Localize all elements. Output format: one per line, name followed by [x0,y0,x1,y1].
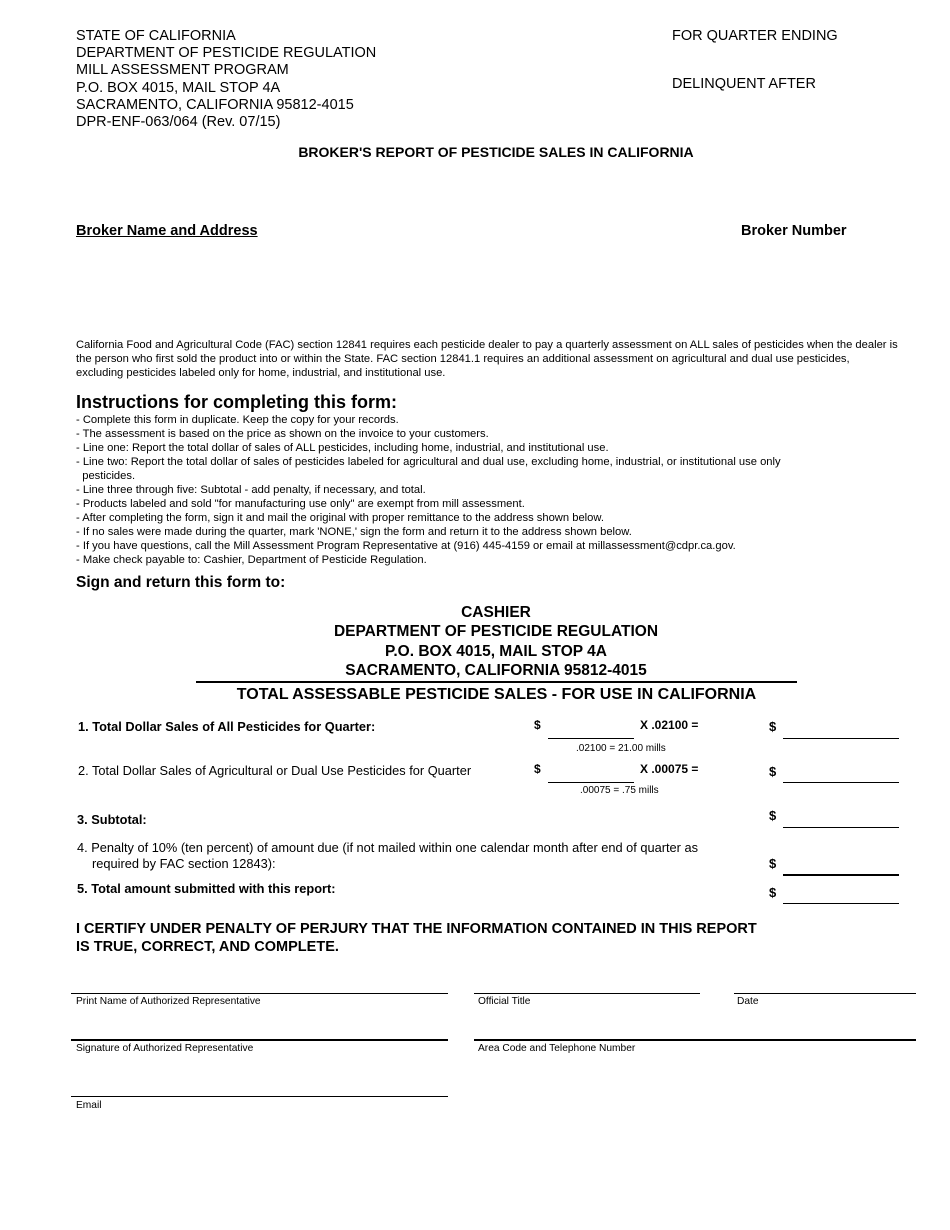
phone-field[interactable] [474,1039,916,1041]
agency-line: SACRAMENTO, CALIFORNIA 95812-4015 [76,96,354,113]
instructions-list [76,413,781,567]
cashier-address-line: DEPARTMENT OF PESTICIDE REGULATION [333,623,659,641]
agency-line: DEPARTMENT OF PESTICIDE REGULATION [76,45,377,62]
line5-label: 5. Total amount submitted with this report: [77,881,336,896]
email-label: Email [76,1100,102,1111]
agency-line: MILL ASSESSMENT PROGRAM [76,62,289,79]
instruction-item: pesticides. [76,470,136,482]
official-title-label: Official Title [478,996,531,1007]
instruction-item: - Products labeled and sold "for manufacturing use only" are exempt from mill assessment. [76,498,525,510]
line1-rate-note: .02100 = 21.00 mills [576,743,666,754]
instruction-item: - After completing the form, sign it and mail the original with proper remittance to the address shown below. [76,512,604,524]
sales-heading: TOTAL ASSESSABLE PESTICIDE SALES - FOR USE IN CALIFORNIA [236,686,757,703]
instructions-heading: Instructions for completing this form: [76,392,398,412]
cashier-address-line: P.O. BOX 4015, MAIL STOP 4A [385,642,607,660]
line1-result-dollar: $ [769,719,777,734]
certification-line: IS TRUE, CORRECT, AND COMPLETE. [76,938,339,955]
instruction-item: - Complete this form in duplicate. Keep the copy for your records. [76,414,399,426]
line1-result-field[interactable] [783,738,899,739]
certification-statement [76,921,757,956]
print-name-label: Print Name of Authorized Representative [76,996,261,1007]
section-divider [196,681,797,683]
instruction-item: - If no sales were made during the quarter, mark 'NONE,' sign the form and return it to the address shown below. [76,526,632,538]
agency-address-block [76,28,376,131]
line2-sales-field[interactable] [548,782,634,783]
line2-multiplier: X .00075 = [640,762,699,776]
intro-paragraph: California Food and Agricultural Code (FAC) section 12841 requires each pesticide dealer to pay a quarterly assessment on ALL sales of pesticides when the dealer is the person who first sold the product into or within the State. FAC section 12841.1 requires an additional assessment on agricultural and dual use pesticides, excluding pesticides labeled only for home, industrial, and institutional use. [76,339,898,380]
instruction-item: - Make check payable to: Cashier, Department of Pesticide Regulation. [76,554,427,566]
signature-field[interactable] [71,1039,448,1041]
form-number: DPR-ENF-063/064 (Rev. 07/15) [76,114,281,131]
line4-field[interactable] [783,874,899,876]
line3-field[interactable] [783,827,899,828]
line1-sales-dollar: $ [534,718,541,732]
line2-label: 2. Total Dollar Sales of Agricultural or Dual Use Pesticides for Quarter [78,763,472,778]
signature-label: Signature of Authorized Representative [76,1043,254,1054]
line3-label: 3. Subtotal: [77,812,147,827]
form-title: BROKER'S REPORT OF PESTICIDE SALES IN CALIFORNIA [298,144,694,160]
line4-label: 4. Penalty of 10% (ten percent) of amount due (if not mailed within one calendar month after end of quarter as [77,840,699,855]
cashier-address [196,603,796,680]
broker-name-label: Broker Name and Address [76,223,258,239]
line5-field[interactable] [783,903,899,904]
cashier-address-line: CASHIER [461,604,531,621]
line4-label-cont: required by FAC section 12843): [92,856,276,871]
quarter-ending-label: FOR QUARTER ENDING [672,28,838,44]
line2-result-dollar: $ [769,764,777,779]
instruction-item: - Line two: Report the total dollar of sales of pesticides labeled for agricultural and dual use, excluding home, industrial, or institutional use only [76,456,781,468]
date-label: Date [737,996,759,1007]
return-heading: Sign and return this form to: [76,574,286,591]
instruction-item: - Line one: Report the total dollar of sales of ALL pesticides, including home, industrial, and institutional use. [76,442,609,454]
broker-number-label: Broker Number [741,223,847,239]
agency-line: P.O. BOX 4015, MAIL STOP 4A [76,79,281,96]
line2-rate-note: .00075 = .75 mills [580,785,659,796]
line1-sales-field[interactable] [548,738,634,739]
line2-sales-dollar: $ [534,762,541,776]
phone-label: Area Code and Telephone Number [478,1043,636,1054]
instruction-item: - Line three through five: Subtotal - add penalty, if necessary, and total. [76,484,426,496]
date-field[interactable] [734,993,916,994]
official-title-field[interactable] [474,993,700,994]
line1-label: 1. Total Dollar Sales of All Pesticides for Quarter: [78,719,376,734]
delinquent-after-label: DELINQUENT AFTER [672,76,816,92]
instruction-item: - If you have questions, call the Mill Assessment Program Representative at (916) 445-4159 or email at millassessment@cdpr.ca.gov. [76,540,736,552]
agency-line: STATE OF CALIFORNIA [76,28,236,44]
certification-line: I CERTIFY UNDER PENALTY OF PERJURY THAT THE INFORMATION CONTAINED IN THIS REPORT [76,921,757,937]
line3-dollar: $ [769,808,777,823]
line4-dollar: $ [769,856,777,871]
instruction-item: - The assessment is based on the price as shown on the invoice to your customers. [76,428,489,440]
email-field[interactable] [71,1096,448,1097]
line2-result-field[interactable] [783,782,899,783]
print-name-field[interactable] [71,993,448,994]
line1-multiplier: X .02100 = [640,718,699,732]
line5-dollar: $ [769,885,777,900]
cashier-address-line: SACRAMENTO, CALIFORNIA 95812-4015 [345,661,647,679]
